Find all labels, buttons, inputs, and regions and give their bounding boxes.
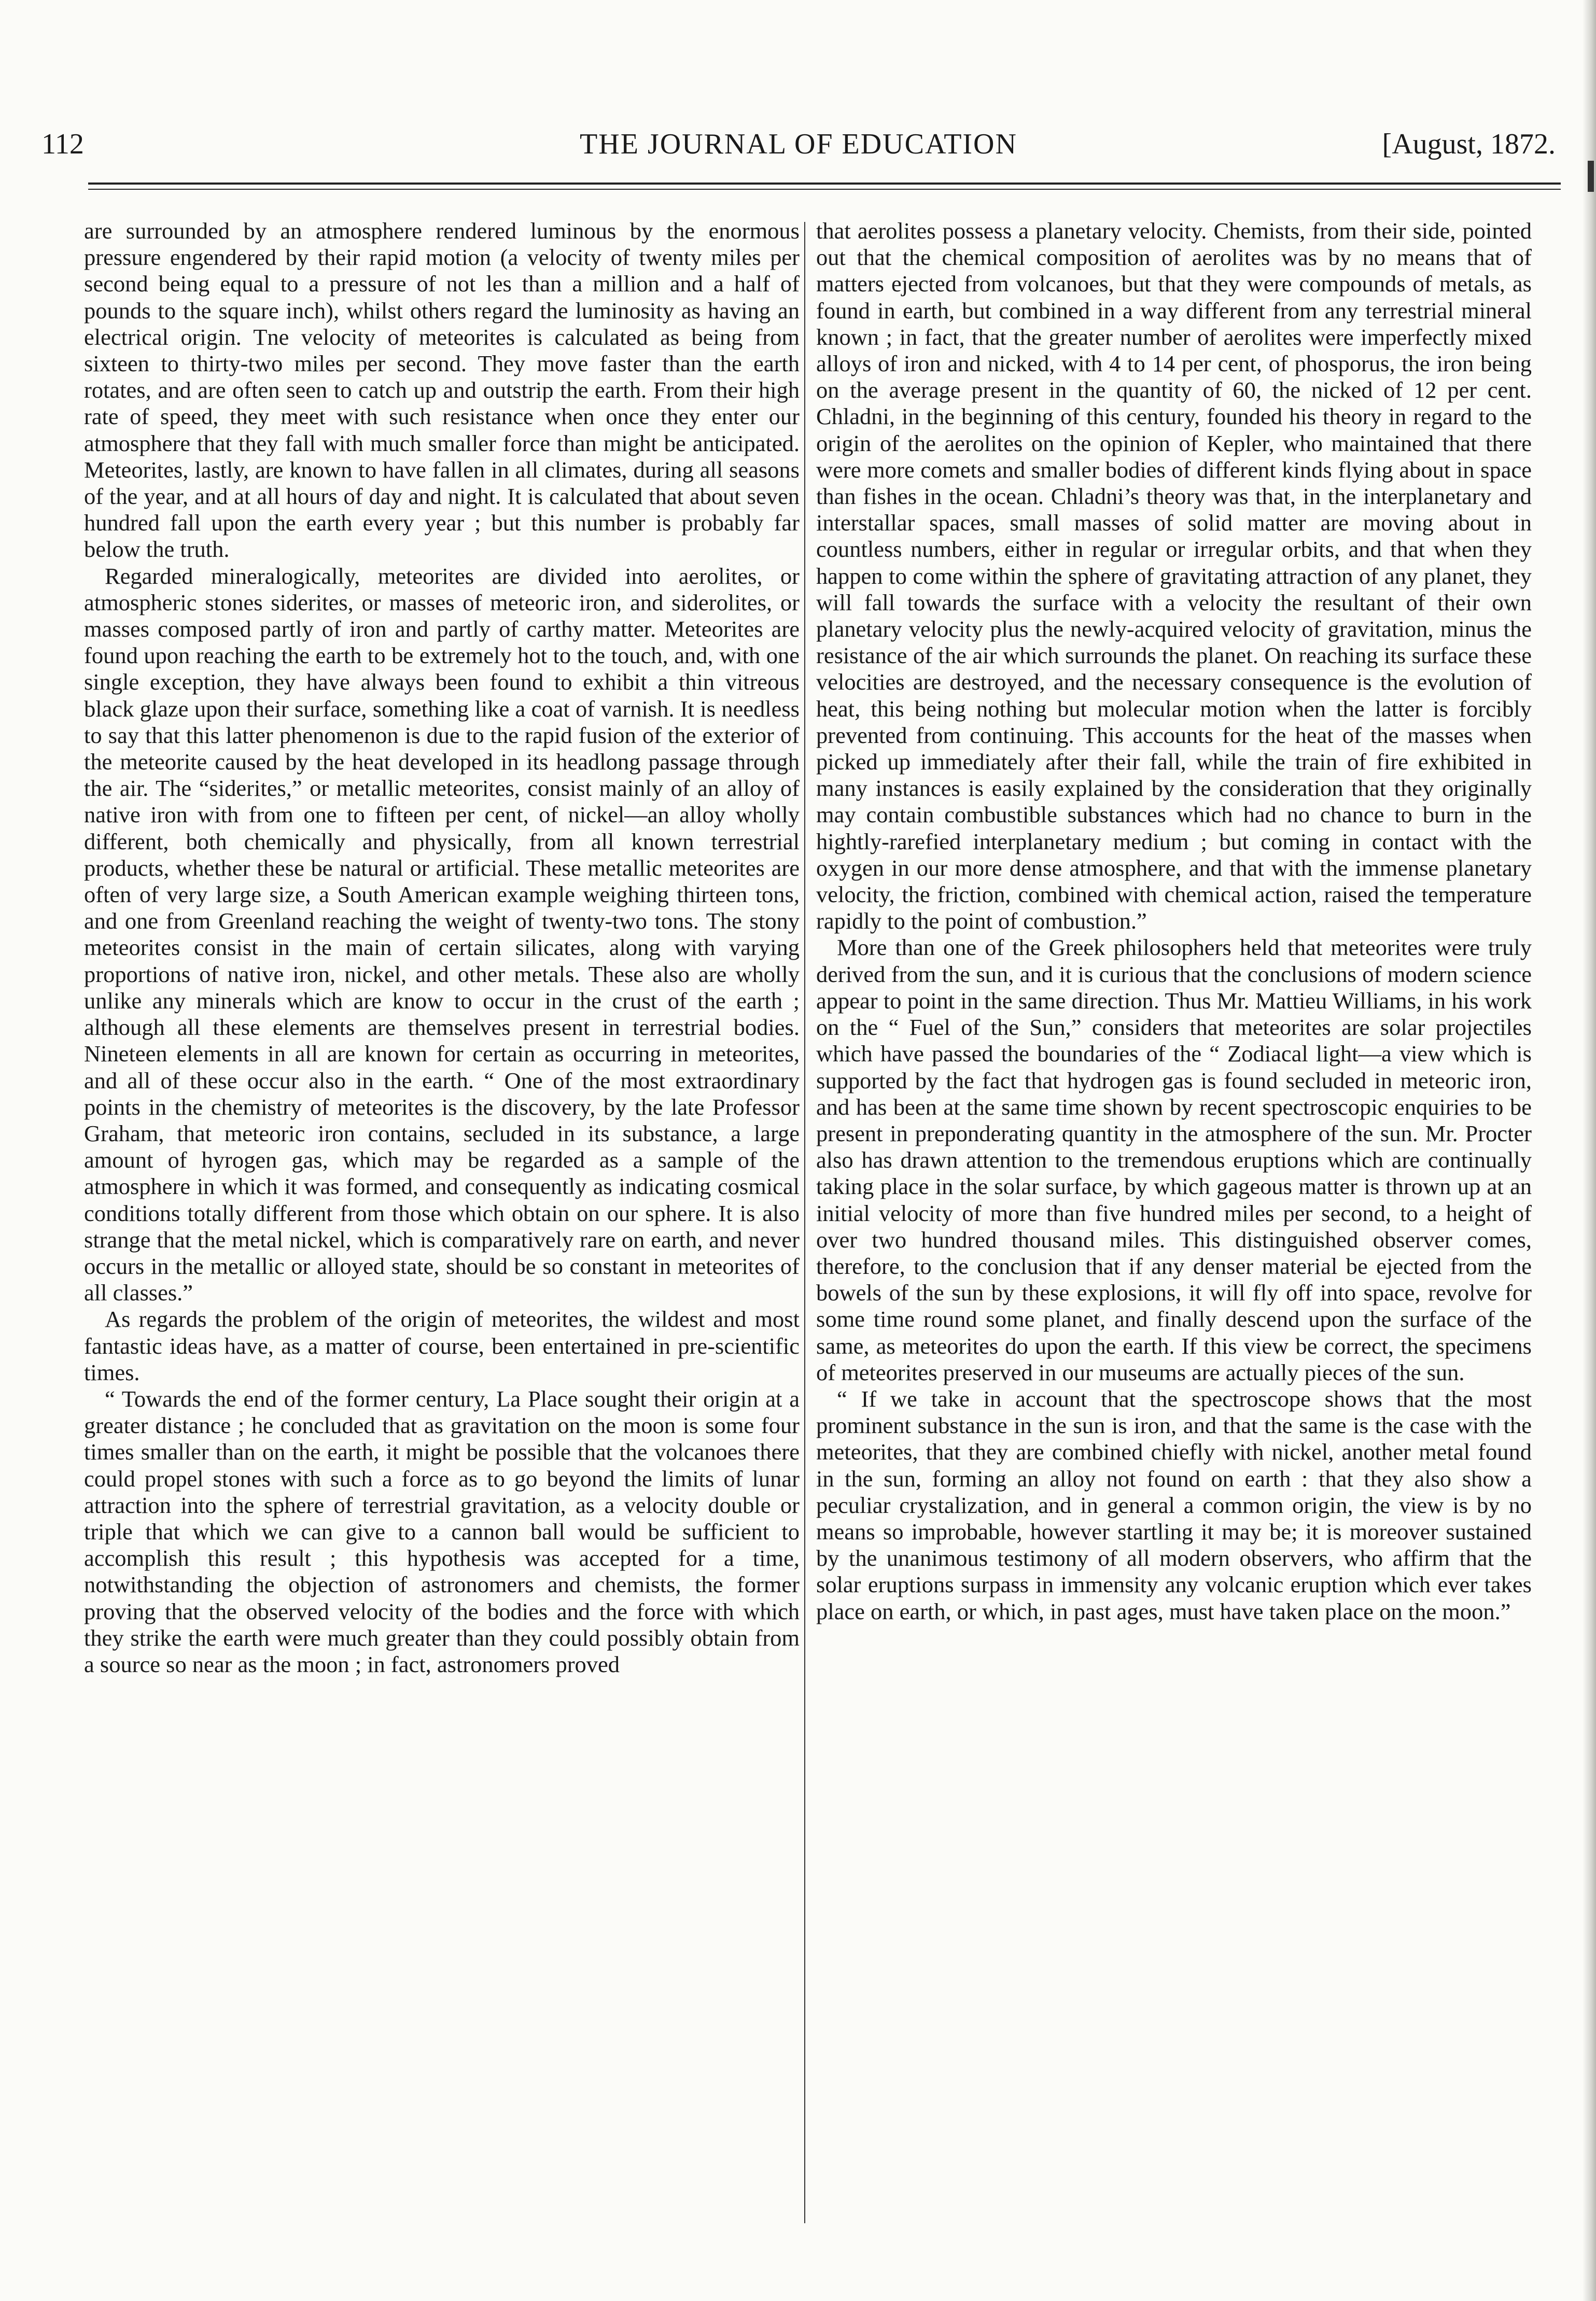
paragraph: “ Towards the end of the former century, La Place sought their origin at a greater distance ; he concluded that as gravitation on the moon is some four times smaller than on the earth, it might be possible that the volcanoes there could propel stones with such a force as to go beyond the limits of lunar attraction into the sphere of terrestrial gravitation, as a velocity double or triple that which we can give to a cannon ball would be sufficient to accomplish this result ; this hypothesis was accepted for a time, notwithstanding the objection of astronomers and chemists, the former proving that the observed velocity of the bodies and the force with which they strike the earth were much greater than they could possibly obtain from a source so near as the moon ; in fact, astronomers proved xyxy=(84,1385,800,1677)
page-edge-shadow xyxy=(1583,0,1596,2301)
journal-title: THE JOURNAL OF EDUCATION xyxy=(580,128,1017,160)
binding-mark xyxy=(1588,161,1594,192)
header-rule-thick xyxy=(88,183,1561,185)
paragraph: that aerolites possess a planetary velocity. Chemists, from their side, pointed out that the chemical composition of aerolites was by no means that of matters ejected from volcanoes, but that they were compounds of metals, as found in earth, but combined in a way different from any terrestrial mineral known ; in fact, that the greater number of aerolites were imperfectly mixed alloys of iron and nicked, with 4 to 14 per cent, of phosporus, the iron being on the average present in the quantity of 60, the nicked of 12 per cent. Chladni, in the beginning of this century, founded his theory in regard to the origin of the aerolites on the opinion of Kepler, who maintained that there were more comets and smaller bodies of different kinds flying about in space than fishes in the ocean. Chladni’s theory was that, in the interplanetary and interstallar spaces, small masses of solid matter are moving about in countless numbers, either in regular or irregular orbits, and that when they happen to come within the sphere of gravitating attraction of any planet, they will fall towards the surface with a velocity the resultant of their own planetary velocity plus the newly-acquired velocity of gravitation, minus the resistance of the air which surrounds the planet. On reaching its surface these velocities are destroyed, and the necessary consequence is the evolution of heat, this being nothing but molecular motion when the latter is forcibly prevented from continuing. This accounts for the heat of the masses when picked up immediately after their fall, while the train of fire exhibited in many instances is easily explained by the consideration that they originally may contain combustible substances which had no chance to burn in the hightly-rarefied interplanetary medium ; but coming in contact with the oxygen in our more dense atmosphere, and that with the immense planetary velocity, the friction, combined with chemical action, raised the temperature rapidly to the point of combustion.” xyxy=(816,218,1532,934)
header-rule-thin xyxy=(88,189,1561,190)
left-column xyxy=(84,218,800,2271)
page-number: 112 xyxy=(41,128,84,160)
column-divider xyxy=(804,222,805,2223)
paragraph: are surrounded by an atmosphere rendered luminous by the enormous pressure engendered by their rapid motion (a velocity of twenty miles per second being equal to a pressure of not les than a million and a half of pounds to the square inch), whilst others regard the luminosity as having an electrical origin. Tne velocity of meteorites is calculated as being from sixteen to thirty-two miles per second. They move faster than the earth rotates, and are often seen to catch up and outstrip the earth. From their high rate of speed, they meet with such resistance when once they enter our atmosphere that they fall with much smaller force than might be anticipated. Meteorites, lastly, are known to have fallen in all climates, during all seasons of the year, and at all hours of day and night. It is calculated that about seven hundred fall upon the earth every year ; but this number is probably far below the truth. xyxy=(84,218,800,563)
paragraph: “ If we take in account that the spectroscope shows that the most prominent substance in the sun is iron, and that the same is the case with the meteorites, that they are combined chiefly with nickel, another metal found in the sun, forming an alloy not found on earth : that they also show a peculiar crystalization, and in general a common origin, the view is by no means so improbable, however startling it may be; it is moreover sustained by the unanimous testimony of all modern observers, who affirm that the solar eruptions surpass in immensity any volcanic eruption which ever takes place on earth, or which, in past ages, must have taken place on the moon.” xyxy=(816,1385,1532,1624)
paragraph: More than one of the Greek philosophers held that meteorites were truly derived from the sun, and it is curious that the conclusions of modern science appear to point in the same direction. Thus Mr. Mattieu Williams, in his work on the “ Fuel of the Sun,” considers that meteorites are solar projectiles which have passed the boundaries of the “ Zodiacal light—a view which is supported by the fact that hydrogen gas is found secluded in meteoric iron, and has been at the same time shown by recent spectroscopic enquiries to be present in preponderating quantity in the atmosphere of the sun. Mr. Procter also has drawn attention to the tremendous eruptions which are continually taking place in the solar surface, by which gageous matter is thrown up at an initial velocity of more than five hundred miles per second, to a height of over two hundred thousand miles. This distinguished observer comes, therefore, to the conclusion that if any denser material be ejected from the bowels of the sun by these explosions, it will fly off into space, revolve for some time round some planet, and finally descend upon the surface of the same, as meteorites do upon the earth. If this view be correct, the specimens of meteorites preserved in our museums are actually pieces of the sun. xyxy=(816,934,1532,1385)
issue-date: [August, 1872. xyxy=(1382,128,1556,160)
paragraph: Regarded mineralogically, meteorites are divided into aerolites, or atmospheric stones siderites, or masses of meteoric iron, and siderolites, or masses composed partly of iron and partly of carthy matter. Meteorites are found upon reaching the earth to be extremely hot to the touch, and, with one single exception, they have always been found to exhibit a thin vitreous black glaze upon their surface, something like a coat of varnish. It is needless to say that this latter phenomenon is due to the rapid fusion of the exterior of the meteorite caused by the heat developed in its headlong passage through the air. The “siderites,” or metallic meteorites, consist mainly of an alloy of native iron with from one to fifteen per cent, of nickel—an alloy wholly different, both chemically and physically, from all known terrestrial products, whether these be natural or artificial. These metallic meteorites are often of very large size, a South American example weighing thirteen tons, and one from Greenland reaching the weight of twenty-two tons. The stony meteorites consist in the main of certain silicates, along with varying proportions of native iron, nickel, and other metals. These also are wholly unlike any minerals which are know to occur in the crust of the earth ; although all these elements are themselves present in terrestrial bodies. Nineteen elements in all are known for certain as occurring in meteorites, and all of these occur also in the earth. “ One of the most extraordinary points in the chemistry of meteorites is the discovery, by the late Professor Graham, that meteoric iron contains, secluded in its substance, a large amount of hyrogen gas, which may be regarded as a sample of the atmosphere in which it was formed, and consequently as indicating cosmical conditions totally different from those which obtain on our sphere. It is also strange that the metal nickel, which is comparatively rare on earth, and never occurs in the metallic or alloyed state, should be so constant in meteorites of all classes.” xyxy=(84,563,800,1306)
right-column xyxy=(816,218,1532,2271)
running-header xyxy=(41,123,1556,165)
paragraph: As regards the problem of the origin of meteorites, the wildest and most fantastic ideas have, as a matter of course, been entertained in pre-scientific times. xyxy=(84,1306,800,1385)
